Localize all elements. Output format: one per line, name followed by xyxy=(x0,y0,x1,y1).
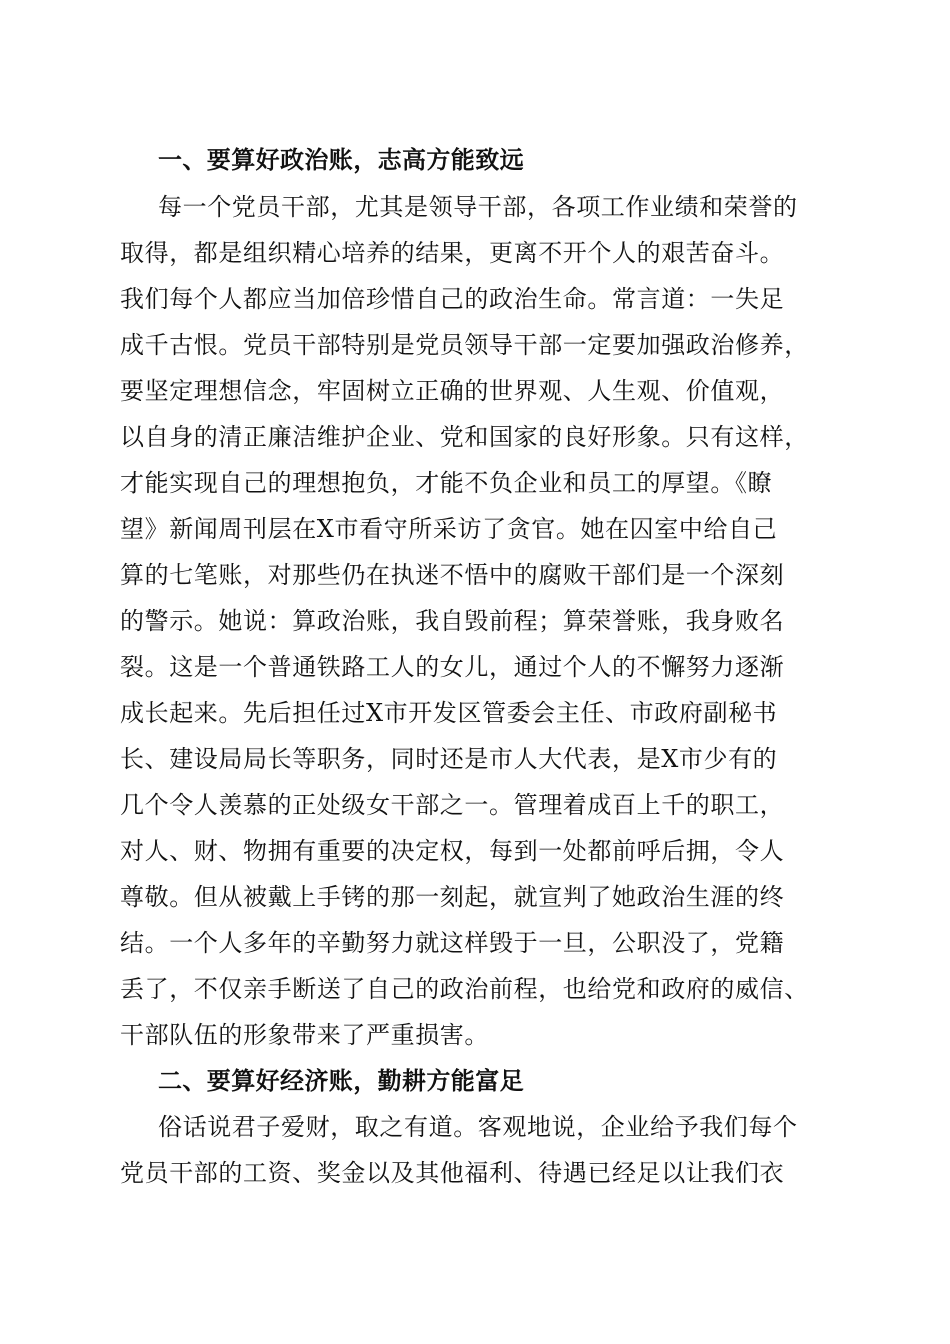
paragraph-line: 成长起来。先后担任过X市开发区管委会主任、市政府副秘书 xyxy=(120,699,778,727)
paragraph-line: 望》新闻周刊层在X市看守所采访了贪官。她在囚室中给自己 xyxy=(120,515,778,543)
paragraph-line: 干部队伍的形象带来了严重损害。 xyxy=(120,1021,489,1049)
paragraph-line: 尊敬。但从被戴上手铐的那一刻起，就宣判了她政治生涯的终 xyxy=(120,883,785,911)
paragraph-line: 要坚定理想信念，牢固树立正确的世界观、人生观、价值观， xyxy=(120,377,785,405)
paragraph-line: 裂。这是一个普通铁路工人的女儿，通过个人的不懈努力逐渐 xyxy=(120,653,785,681)
paragraph-line: 每一个党员干部，尤其是领导干部，各项工作业绩和荣誉的 xyxy=(158,193,798,221)
paragraph-line: 算的七笔账，对那些仍在执迷不悟中的腐败干部们是一个深刻 xyxy=(120,561,785,589)
paragraph-line: 才能实现自己的理想抱负，才能不负企业和员工的厚望。《瞭 xyxy=(120,469,773,497)
paragraph-line: 丢了，不仅亲手断送了自己的政治前程，也给党和政府的威信、 xyxy=(120,975,809,1003)
paragraph-line: 俗话说君子爱财，取之有道。客观地说，企业给予我们每个 xyxy=(158,1113,798,1141)
paragraph-line: 取得，都是组织精心培养的结果，更离不开个人的艰苦奋斗。 xyxy=(120,239,785,267)
paragraph-line: 我们每个人都应当加倍珍惜自己的政治生命。常言道：一失足 xyxy=(120,285,785,313)
paragraph-line: 的警示。她说：算政治账，我自毁前程；算荣誉账，我身败名 xyxy=(120,607,785,635)
paragraph-line: 长、建设局局长等职务，同时还是市人大代表，是X市少有的 xyxy=(120,745,778,773)
paragraph-line: 结。一个人多年的辛勤努力就这样毁于一旦，公职没了，党籍 xyxy=(120,929,785,957)
paragraph-line: 以自身的清正廉洁维护企业、党和国家的良好形象。只有这样， xyxy=(120,423,809,451)
section-heading-2: 二、要算好经济账，勤耕方能富足 xyxy=(158,1067,524,1095)
section-heading-1: 一、要算好政治账，志高方能致远 xyxy=(158,146,524,174)
paragraph-line: 对人、财、物拥有重要的决定权，每到一处都前呼后拥，令人 xyxy=(120,837,785,865)
paragraph-line: 几个令人羡慕的正处级女干部之一。管理着成百上千的职工， xyxy=(120,791,785,819)
paragraph-line: 成千古恨。党员干部特别是党员领导干部一定要加强政治修养， xyxy=(120,331,809,359)
paragraph-line: 党员干部的工资、奖金以及其他福利、待遇已经足以让我们衣 xyxy=(120,1159,785,1187)
